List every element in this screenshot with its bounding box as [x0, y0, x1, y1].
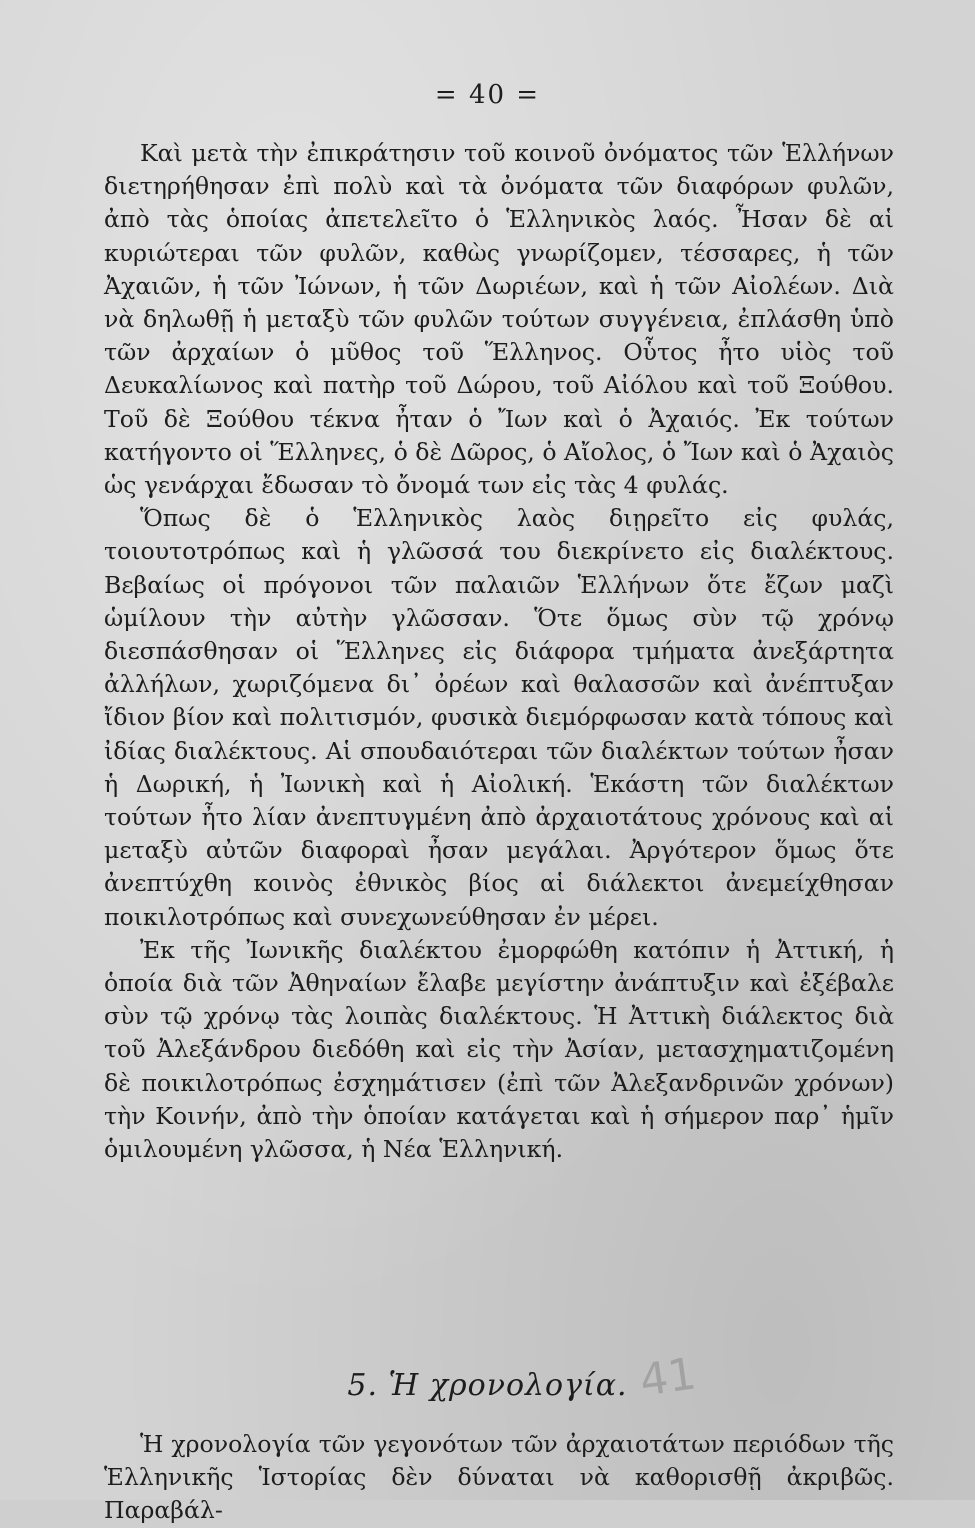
- paragraph-2: Ὅπως δὲ ὁ Ἑλληνικὸς λαὸς διῃρεῖτο εἰς φυλάς, τοιουτοτρόπως καὶ ἡ γλῶσσά του διεκρίνετο εἰς διαλέκτους. Βεβαίως οἱ πρόγονοι τῶν παλαιῶν Ἑλλήνων ὅτε ἔζων μαζὶ ὡμίλουν τὴν αὐτὴν γλῶσσαν. Ὅτε ὅμως σὺν τῷ χρόνῳ διεσπάσθησαν οἱ Ἕλληνες εἰς διάφορα τμήματα ἀνεξάρτητα ἀλλήλων, χωριζόμενα δι᾽ ὀρέων καὶ θαλασσῶν καὶ ἀνέπτυξαν ἴδιον βίον καὶ πολιτισμόν, φυσικὰ διεμόρφωσαν κατὰ τόπους καὶ ἰδίας διαλέκτους. Αἱ σπουδαιότεραι τῶν διαλέκτων τούτων ἦσαν ἡ Δωρική, ἡ Ἰωνικὴ καὶ ἡ Αἰολική. Ἑκάστη τῶν διαλέκτων τούτων ἦτο λίαν ἀνεπτυγμένη ἀπὸ ἀρχαιοτάτους χρόνους καὶ αἱ μεταξὺ αὐτῶν διαφοραὶ ἦσαν μεγάλαι. Ἀργότερον ὅμως ὅτε ἀνεπτύχθη κοινὸς ἐθνικὸς βίος αἱ διάλεκτοι ἀνεμείχθησαν ποικιλοτρόπως καὶ συνεχωνεύθησαν ἐν μέρει.: [104, 504, 894, 931]
- section-text: [104, 1428, 894, 1528]
- pencil-annotation: 41: [636, 1348, 700, 1407]
- section-paragraph: Ἡ χρονολογία τῶν γεγονότων τῶν ἀρχαιοτάτων περιόδων τῆς Ἑλληνικῆς Ἱστορίας δὲν δύναται νὰ καθορισθῇ ἀκριβῶς. Παραβάλ-: [104, 1430, 894, 1525]
- page-number: = 40 =: [434, 80, 541, 110]
- paragraph-3: Ἐκ τῆς Ἰωνικῆς διαλέκτου ἐμορφώθη κατόπιν ἡ Ἀττική, ἡ ὁποία διὰ τῶν Ἀθηναίων ἔλαβε μεγίστην ἀνάπτυξιν καὶ ἐξέβαλε σὺν τῷ χρόνῳ τὰς λοιπὰς διαλέκτους. Ἡ Ἀττικὴ διάλεκτος διὰ τοῦ Ἀλεξάνδρου διεδόθη καὶ εἰς τὴν Ἀσίαν, μετασχηματιζομένη δὲ ποικιλοτρόπως ἐσχημάτισεν (ἐπὶ τῶν Ἀλεξανδρινῶν χρόνων) τὴν Κοινήν, ἀπὸ τὴν ὁποίαν κατάγεται καὶ ἡ σήμερον παρ᾽ ἡμῖν ὁμιλουμένη γλῶσσα, ἡ Νέα Ἑλληνική.: [104, 935, 894, 1164]
- section-heading: 5. Ἡ χρονολογία.: [347, 1368, 628, 1403]
- body-text: [104, 137, 894, 1166]
- paragraph-1: Καὶ μετὰ τὴν ἐπικράτησιν τοῦ κοινοῦ ὀνόματος τῶν Ἑλλήνων διετηρήθησαν ἐπὶ πολὺ καὶ τὰ ὀνόματα τῶν διαφόρων φυλῶν, ἀπὸ τὰς ὁποίας ἀπετελεῖτο ὁ Ἑλληνικὸς λαός. Ἦσαν δὲ αἱ κυριώτεραι τῶν φυλῶν, καθὼς γνωρίζομεν, τέσσαρες, ἡ τῶν Ἀχαιῶν, ἡ τῶν Ἰώνων, ἡ τῶν Δωριέων, καὶ ἡ τῶν Αἰολέων. Διὰ νὰ δηλωθῇ ἡ μεταξὺ τῶν φυλῶν τούτων συγγένεια, ἐπλάσθη ὑπὸ τῶν ἀρχαίων ὁ μῦθος τοῦ Ἕλληνος. Οὗτος ἦτο υἱὸς τοῦ Δευκαλίωνος καὶ πατὴρ τοῦ Δώρου, τοῦ Αἰόλου καὶ τοῦ Ξούθου. Τοῦ δὲ Ξούθου τέκνα ἦταν ὁ Ἴων καὶ ὁ Ἀχαιός. Ἐκ τούτων κατήγοντο οἱ Ἕλληνες, ὁ δὲ Δῶρος, ὁ Αἴολος, ὁ Ἴων καὶ ὁ Ἀχαιὸς ὡς γενάρχαι ἔδωσαν τὸ ὄνομά των εἰς τὰς 4 φυλάς.: [104, 139, 894, 500]
